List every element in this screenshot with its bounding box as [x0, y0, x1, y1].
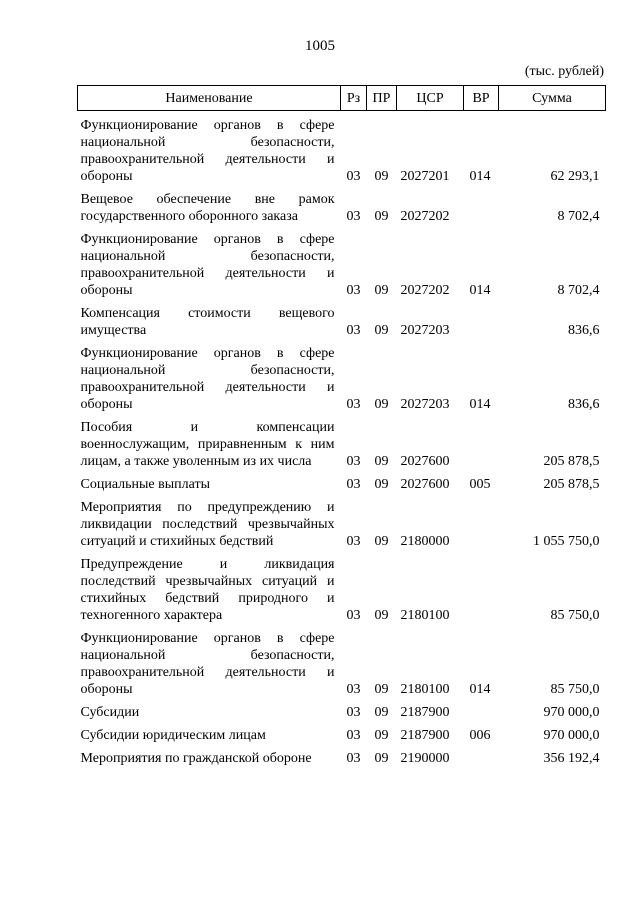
cell-name: Вещевое обеспечение вне рамок государственного оборонного заказа — [80, 192, 335, 224]
page-number: 1005 — [305, 38, 335, 54]
table-row — [78, 111, 606, 192]
cell-sum: 8 702,4 — [557, 283, 600, 298]
cell-sum: 970 000,0 — [543, 728, 600, 743]
header-csr: ЦСР — [397, 86, 464, 111]
cell-vr — [464, 191, 499, 231]
table-row — [78, 556, 606, 630]
cell-csr: 2027202 — [400, 283, 450, 298]
cell-sum: 356 192,4 — [543, 751, 600, 766]
table-row — [78, 476, 606, 499]
header-sum: Сумма — [499, 86, 606, 111]
table-body — [78, 111, 606, 774]
cell-pr: 09 — [374, 397, 389, 412]
cell-vr — [464, 750, 499, 773]
table-row — [78, 727, 606, 750]
cell-rz: 03 — [346, 608, 361, 623]
cell-pr: 09 — [374, 534, 389, 549]
cell-name: Функционирование органов в сфере национальной безопасности, правоохранительной деятельности и обороны — [80, 232, 335, 298]
cell-name: Мероприятия по гражданской обороне — [80, 751, 312, 766]
cell-sum: 85 750,0 — [550, 608, 600, 623]
cell-csr: 2180000 — [400, 534, 450, 549]
cell-vr — [464, 704, 499, 727]
cell-vr — [464, 305, 499, 345]
table-row — [78, 231, 606, 305]
table-row — [78, 419, 606, 476]
cell-rz: 03 — [346, 534, 361, 549]
cell-rz: 03 — [346, 705, 361, 720]
table-row — [78, 630, 606, 704]
cell-pr: 09 — [374, 169, 389, 184]
cell-rz: 03 — [346, 682, 361, 697]
cell-sum: 1 055 750,0 — [533, 534, 600, 549]
cell-pr: 09 — [374, 454, 389, 469]
header-pr: ПР — [367, 86, 397, 111]
cell-rz: 03 — [346, 477, 361, 492]
cell-rz: 03 — [346, 283, 361, 298]
cell-sum: 836,6 — [568, 323, 600, 338]
cell-csr: 2027600 — [400, 454, 450, 469]
cell-pr: 09 — [374, 323, 389, 338]
cell-name: Предупреждение и ликвидация последствий чрезвычайных ситуаций и стихийных бедствий природного и техногенного характера — [80, 557, 335, 623]
cell-rz: 03 — [346, 397, 361, 412]
cell-vr: 006 — [469, 728, 491, 743]
cell-pr: 09 — [374, 728, 389, 743]
cell-csr: 2027201 — [400, 169, 450, 184]
cell-pr: 09 — [374, 283, 389, 298]
header-rz: Рз — [341, 86, 367, 111]
cell-csr: 2187900 — [400, 705, 450, 720]
budget-table — [77, 85, 606, 773]
units-label: (тыс. рублей) — [524, 64, 604, 79]
cell-vr: 014 — [469, 169, 491, 184]
cell-vr — [464, 419, 499, 476]
cell-sum: 8 702,4 — [557, 209, 600, 224]
cell-name: Компенсация стоимости вещевого имущества — [80, 306, 335, 338]
cell-csr: 2180100 — [400, 608, 450, 623]
table-row — [78, 704, 606, 727]
table-row — [78, 305, 606, 345]
cell-sum: 205 878,5 — [543, 477, 600, 492]
cell-name: Социальные выплаты — [80, 477, 211, 492]
cell-rz: 03 — [346, 169, 361, 184]
cell-pr: 09 — [374, 705, 389, 720]
cell-pr: 09 — [374, 608, 389, 623]
cell-name: Субсидии — [80, 705, 140, 720]
cell-name: Функционирование органов в сфере национальной безопасности, правоохранительной деятельности и обороны — [80, 346, 335, 412]
cell-name: Субсидии юридическим лицам — [80, 728, 266, 743]
cell-vr — [464, 556, 499, 630]
cell-vr: 014 — [469, 397, 491, 412]
cell-sum: 62 293,1 — [550, 169, 600, 184]
header-vr: ВР — [464, 86, 499, 111]
cell-csr: 2027203 — [400, 323, 450, 338]
cell-rz: 03 — [346, 728, 361, 743]
cell-sum: 836,6 — [568, 397, 600, 412]
cell-csr: 2027600 — [400, 477, 450, 492]
cell-rz: 03 — [346, 209, 361, 224]
cell-csr: 2180100 — [400, 682, 450, 697]
cell-csr: 2027203 — [400, 397, 450, 412]
cell-rz: 03 — [346, 751, 361, 766]
table-row — [78, 345, 606, 419]
cell-csr: 2027202 — [400, 209, 450, 224]
cell-sum: 85 750,0 — [550, 682, 600, 697]
cell-vr: 005 — [469, 477, 491, 492]
table-row — [78, 191, 606, 231]
table-header-row — [78, 86, 606, 111]
cell-pr: 09 — [374, 682, 389, 697]
cell-sum: 970 000,0 — [543, 705, 600, 720]
cell-pr: 09 — [374, 751, 389, 766]
cell-rz: 03 — [346, 323, 361, 338]
table-row — [78, 750, 606, 773]
cell-name: Мероприятия по предупреждению и ликвидации последствий чрезвычайных ситуаций и стихийных бедствий — [80, 500, 335, 549]
cell-csr: 2187900 — [400, 728, 450, 743]
table-row — [78, 499, 606, 556]
cell-pr: 09 — [374, 477, 389, 492]
cell-name: Функционирование органов в сфере национальной безопасности, правоохранительной деятельности и обороны — [80, 631, 335, 697]
cell-sum: 205 878,5 — [543, 454, 600, 469]
cell-name: Пособия и компенсации военнослужащим, приравненным к ним лицам, а также уволенным из их числа — [80, 420, 335, 469]
cell-vr — [464, 499, 499, 556]
cell-name: Функционирование органов в сфере национальной безопасности, правоохранительной деятельности и обороны — [80, 118, 335, 184]
cell-rz: 03 — [346, 454, 361, 469]
header-name: Наименование — [78, 86, 341, 111]
cell-vr: 014 — [469, 283, 491, 298]
cell-pr: 09 — [374, 209, 389, 224]
cell-vr: 014 — [469, 682, 491, 697]
cell-csr: 2190000 — [400, 751, 450, 766]
